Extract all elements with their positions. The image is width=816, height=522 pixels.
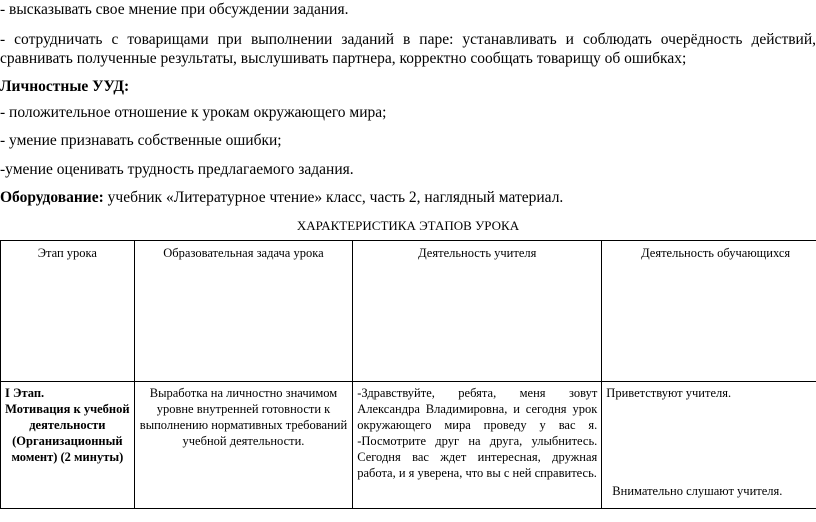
equipment-text: учебник «Литературное чтение» класс, часть 2, наглядный материал. [103,189,564,206]
students-cell [602,382,816,509]
students-greet: Приветствуют учителя. [606,386,732,400]
personal-item-3: -умение оценивать трудность предлагаемого задания. [0,161,354,178]
table-header-row [1,241,816,382]
personal-item-2: - умение признавать собственные ошибки; [0,132,282,149]
personal-item-1: - положительное отношение к урокам окружающего мира; [0,104,387,121]
stage-name: Мотивация к учебной деятельности (Организационный момент) (2 минуты) [5,402,130,464]
personal-uud-heading: Личностные УУД: [0,78,130,95]
header-students: Деятельность обучающихся [602,241,816,382]
stage-cell [1,382,135,509]
lesson-stages-table [0,240,816,509]
table-caption: ХАРАКТЕРИСТИКА ЭТАПОВ УРОКА [296,218,520,233]
header-stage: Этап урока [1,241,135,382]
intro-line-2: - сотрудничать с товарищами при выполнении заданий в паре: устанавливать и соблюдать очерёдность действий, [0,31,816,48]
teacher-cell: -Здравствуйте, ребята, меня зовут Александра Владимировна, и сегодня урок окружающего мира проведу у вас я. -Посмотрите друг на друга, улыбнитесь. Сегодня вас ждет интересная, дружная работа, и я уверена, что вы с ней справитесь. [353,382,602,509]
equipment-line [0,188,563,208]
stage-number: I Этап. [5,386,45,400]
header-task: Образовательная задача урока [134,241,352,382]
students-listen: Внимательно слушают учителя. [612,484,783,498]
header-teacher: Деятельность учителя [353,241,602,382]
intro-line-1: - высказывать свое мнение при обсуждении задания. [0,1,349,18]
intro-line-3: сравнивать полученные результаты, выслушивать партнера, корректно сообщать товарищу об ошибках; [0,50,687,67]
task-cell: Выработка на личностно значимом уровне внутренней готовности к выполнению нормативных требований учебной деятельности. [134,382,352,509]
table-row [1,382,816,509]
equipment-label: Оборудование: [0,189,104,206]
